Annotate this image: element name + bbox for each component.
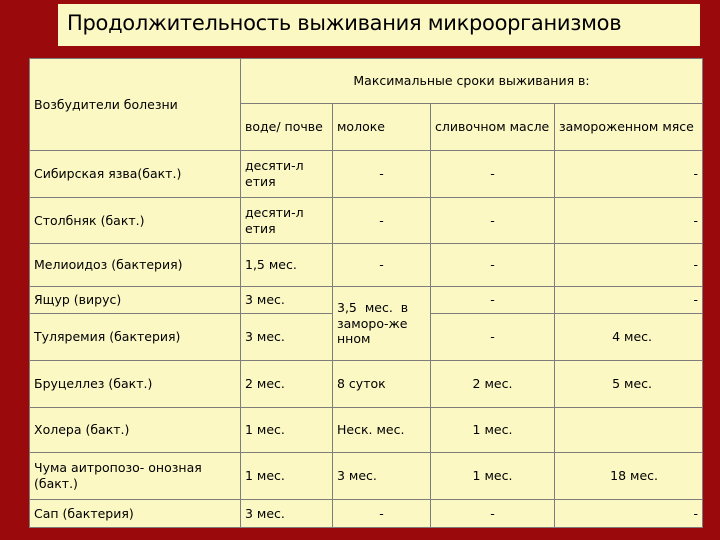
pathogen-cell: Бруцеллез (бакт.) xyxy=(30,361,241,408)
pathogen-cell: Столбняк (бакт.) xyxy=(30,198,241,244)
butter-cell: - xyxy=(431,287,555,314)
table-row xyxy=(30,500,703,528)
water-cell: десяти-л етия xyxy=(241,151,333,198)
table-row xyxy=(30,408,703,453)
butter-cell: - xyxy=(431,500,555,528)
milk-cell: - xyxy=(333,244,431,287)
table-row xyxy=(30,287,703,314)
pathogen-cell: Туляремия (бактерия) xyxy=(30,314,241,361)
milk-cell: 8 суток xyxy=(333,361,431,408)
header-water-soil: воде/ почве xyxy=(241,104,333,151)
water-cell: 1,5 мес. xyxy=(241,244,333,287)
meat-cell: - xyxy=(555,198,703,244)
butter-cell: 2 мес. xyxy=(431,361,555,408)
meat-cell: 5 мес. xyxy=(555,361,703,408)
pathogen-cell: Чума аитропозо- онозная (бакт.) xyxy=(30,453,241,500)
water-cell: 1 мес. xyxy=(241,408,333,453)
milk-cell: - xyxy=(333,198,431,244)
meat-cell: - xyxy=(555,287,703,314)
water-cell: десяти-л етия xyxy=(241,198,333,244)
butter-cell: - xyxy=(431,198,555,244)
water-cell: 3 мес. xyxy=(241,500,333,528)
butter-cell: - xyxy=(431,244,555,287)
header-frozen-meat: замороженном мясе xyxy=(555,104,703,151)
milk-cell: Неск. мес. xyxy=(333,408,431,453)
butter-cell: - xyxy=(431,314,555,361)
survival-table xyxy=(29,58,703,528)
butter-cell: 1 мес. xyxy=(431,408,555,453)
milk-cell: 3 мес. xyxy=(333,453,431,500)
milk-cell: 3,5 мес. в заморо-же нном xyxy=(333,287,431,361)
pathogen-cell: Сибирская язва(бакт.) xyxy=(30,151,241,198)
meat-cell: - xyxy=(555,244,703,287)
header-milk: молоке xyxy=(333,104,431,151)
meat-cell: - xyxy=(555,151,703,198)
meat-cell xyxy=(555,408,703,453)
table-row xyxy=(30,453,703,500)
pathogen-cell: Ящур (вирус) xyxy=(30,287,241,314)
table-row xyxy=(30,198,703,244)
pathogen-cell: Мелиоидоз (бактерия) xyxy=(30,244,241,287)
header-pathogen: Возбудители болезни xyxy=(30,59,241,151)
table-row xyxy=(30,244,703,287)
page-title: Продолжительность выживания микроорганизмов xyxy=(58,4,700,46)
pathogen-cell: Холера (бакт.) xyxy=(30,408,241,453)
header-max-survival: Максимальные сроки выживания в: xyxy=(241,59,703,104)
meat-cell: - xyxy=(555,500,703,528)
meat-cell: 18 мес. xyxy=(555,453,703,500)
meat-cell: 4 мес. xyxy=(555,314,703,361)
butter-cell: - xyxy=(431,151,555,198)
table-row xyxy=(30,361,703,408)
butter-cell: 1 мес. xyxy=(431,453,555,500)
water-cell: 1 мес. xyxy=(241,453,333,500)
header-butter: сливочном масле xyxy=(431,104,555,151)
milk-cell: - xyxy=(333,151,431,198)
table-header-row xyxy=(30,59,703,104)
milk-cell: - xyxy=(333,500,431,528)
water-cell: 3 мес. xyxy=(241,287,333,314)
water-cell: 3 мес. xyxy=(241,314,333,361)
pathogen-cell: Сап (бактерия) xyxy=(30,500,241,528)
table-row xyxy=(30,151,703,198)
water-cell: 2 мес. xyxy=(241,361,333,408)
